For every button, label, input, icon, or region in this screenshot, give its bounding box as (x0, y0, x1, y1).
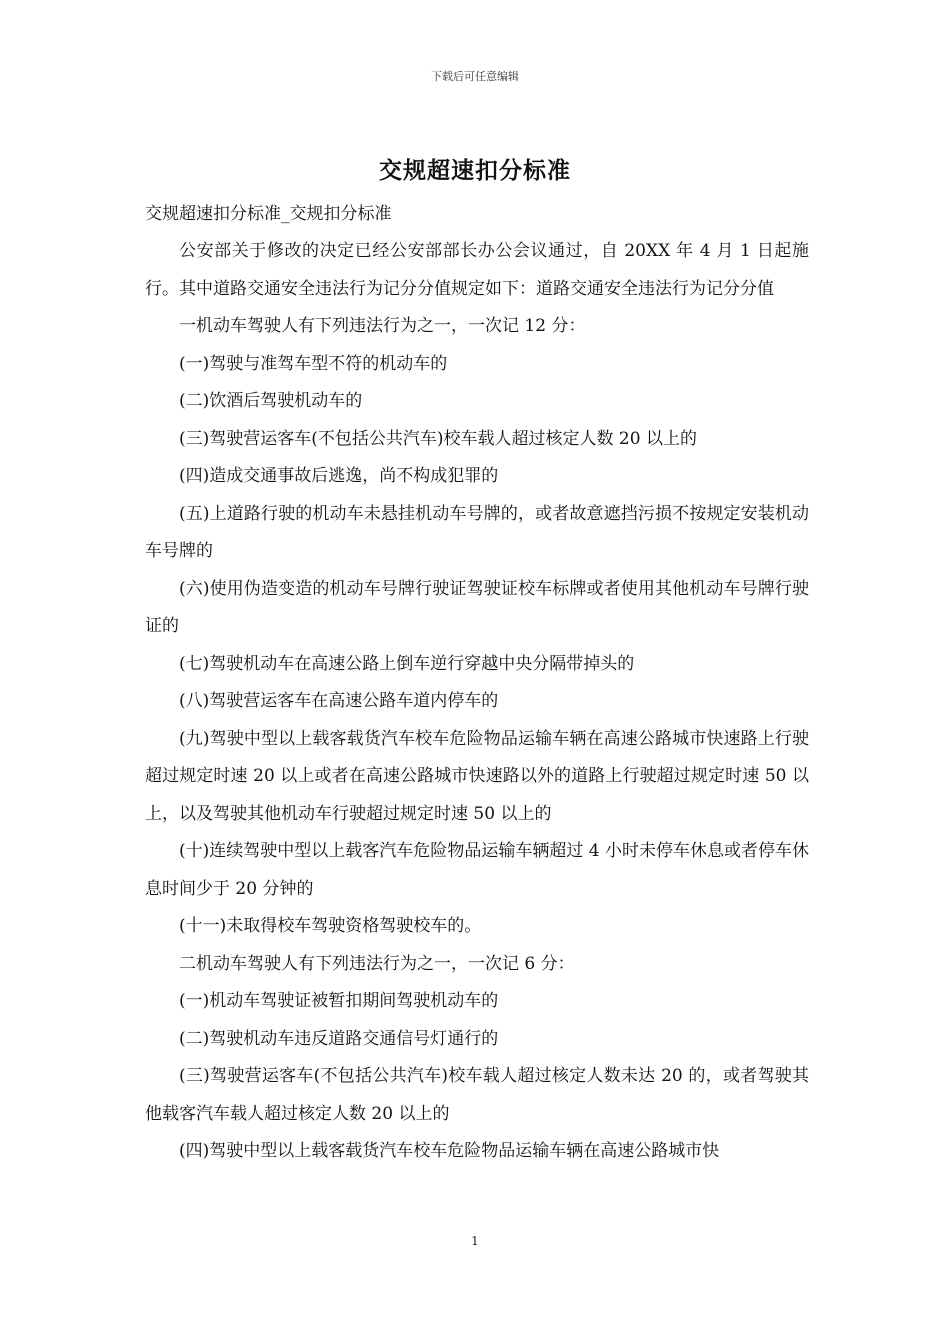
paragraph-item: (二)驾驶机动车违反道路交通信号灯通行的 (179, 1028, 499, 1049)
paragraph-item: (十)连续驾驶中型以上载客汽车危险物品运输车辆超过 4 小时未停车休息或者停车休息时间少于 20 分钟的 (145, 841, 809, 899)
paragraph-item: (六)使用伪造变造的机动车号牌行驶证驾驶证校车标牌或者使用其他机动车号牌行驶证的 (145, 578, 809, 636)
paragraph-intro: 公安部关于修改的决定已经公安部部长办公会议通过，自 20XX 年 4 月 1 日起施行。其中道路交通安全违法行为记分分值规定如下：道路交通安全违法行为记分分值 (145, 241, 809, 299)
page-number: 1 (471, 1234, 479, 1248)
paragraph-item: (十一)未取得校车驾驶资格驾驶校车的。 (179, 916, 482, 936)
paragraph-item: (一)机动车驾驶证被暂扣期间驾驶机动车的 (179, 991, 499, 1011)
paragraph-item: (八)驾驶营运客车在高速公路车道内停车的 (179, 691, 499, 711)
paragraph-item: (三)驾驶营运客车(不包括公共汽车)校车载人超过核定人数未达 20 的，或者驾驶其他载客汽车载人超过核定人数 20 以上的 (145, 1066, 809, 1124)
paragraph-item: (一)驾驶与准驾车型不符的机动车的 (179, 353, 448, 374)
page-header-note: 下载后可任意编辑 (431, 70, 519, 83)
paragraph-item: (九)驾驶中型以上载客载货汽车校车危险物品运输车辆在高速公路城市快速路上行驶超过规定时速 20 以上或者在高速公路城市快速路以外的道路上行驶超过规定时速 50 以上，以及驾驶其他机动车行驶超过规定时速 50 以上的 (145, 728, 809, 824)
paragraph-item: (七)驾驶机动车在高速公路上倒车逆行穿越中央分隔带掉头的 (179, 653, 635, 674)
document-title: 交规超速扣分标准 (379, 157, 571, 184)
paragraph-item: (四)驾驶中型以上载客载货汽车校车危险物品运输车辆在高速公路城市快 (179, 1141, 720, 1161)
paragraph-item: (五)上道路行驶的机动车未悬挂机动车号牌的，或者故意遮挡污损不按规定安装机动车号牌的 (145, 503, 809, 561)
paragraph-item: (四)造成交通事故后逃逸，尚不构成犯罪的 (179, 466, 499, 486)
paragraph-section-two-heading: 二机动车驾驶人有下列违法行为之一，一次记 6 分： (179, 953, 575, 974)
paragraph-item: (二)饮酒后驾驶机动车的 (179, 391, 363, 411)
document-subtitle: 交规超速扣分标准_交规扣分标准 (145, 204, 392, 224)
paragraph-section-one-heading: 一机动车驾驶人有下列违法行为之一，一次记 12 分： (179, 316, 586, 336)
paragraph-item: (三)驾驶营运客车(不包括公共汽车)校车载人超过核定人数 20 以上的 (179, 428, 697, 449)
document-body (145, 196, 809, 1171)
